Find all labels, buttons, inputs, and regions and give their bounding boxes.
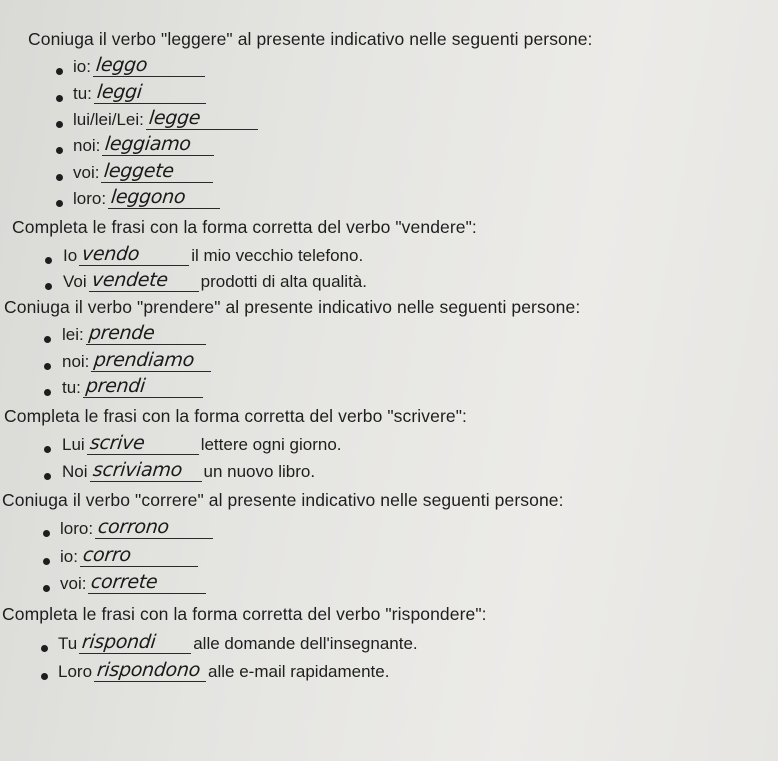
list-item xyxy=(62,375,205,398)
handwritten-answer: leggiamo xyxy=(104,133,193,155)
section-heading: Completa le frasi con la forma corretta del verbo "vendere": xyxy=(12,217,477,237)
answer-blank[interactable] xyxy=(79,243,189,266)
handwritten-answer: leggi xyxy=(95,81,143,103)
item-suffix: il mio vecchio telefono. xyxy=(191,246,364,265)
list-item xyxy=(73,54,207,77)
item-suffix: alle e-mail rapidamente. xyxy=(208,662,390,681)
handwritten-answer: corro xyxy=(81,544,132,566)
handwritten-answer: corrono xyxy=(96,516,171,538)
list-item xyxy=(60,516,215,539)
bullet xyxy=(43,558,50,565)
section-heading: Coniuga il verbo "correre" al presente indicativo nelle seguenti persone: xyxy=(2,490,564,510)
bullet xyxy=(45,257,52,264)
section-heading: Coniuga il verbo "prendere" al presente indicativo nelle seguenti persone: xyxy=(4,297,581,317)
answer-blank[interactable] xyxy=(83,375,203,398)
answer-blank[interactable] xyxy=(79,631,191,654)
item-prefix: lui/lei/Lei: xyxy=(73,110,144,129)
bullet xyxy=(56,95,63,102)
item-prefix: Noi xyxy=(62,462,88,481)
item-prefix: voi: xyxy=(73,163,100,182)
list-item xyxy=(73,107,260,130)
handwritten-answer: vendete xyxy=(90,269,169,291)
answer-blank[interactable] xyxy=(94,81,206,104)
handwritten-answer: prendiamo xyxy=(93,349,196,371)
item-prefix: Io xyxy=(63,246,78,265)
answer-blank[interactable] xyxy=(80,544,198,567)
handwritten-answer: legge xyxy=(147,107,202,129)
handwritten-answer: leggo xyxy=(94,54,149,76)
bullet xyxy=(56,174,63,181)
answer-blank[interactable] xyxy=(88,571,206,594)
answer-blank[interactable] xyxy=(94,659,206,682)
item-suffix: alle domande dell'insegnante. xyxy=(193,634,418,653)
handwritten-answer: vendo xyxy=(81,243,141,265)
list-item xyxy=(58,659,390,682)
list-item xyxy=(73,81,208,104)
item-suffix: prodotti di alta qualità. xyxy=(200,272,367,291)
list-item xyxy=(63,243,364,266)
bullet xyxy=(56,68,63,75)
bullet xyxy=(45,283,52,290)
handwritten-answer: prendi xyxy=(84,375,147,397)
item-suffix: un nuovo libro. xyxy=(203,462,316,481)
item-prefix: noi: xyxy=(73,136,101,155)
list-item xyxy=(73,160,215,183)
bullet xyxy=(56,147,63,154)
item-prefix: noi: xyxy=(62,352,90,371)
answer-blank[interactable] xyxy=(108,186,220,209)
bullet xyxy=(43,585,50,592)
list-item xyxy=(62,322,208,345)
bullet xyxy=(56,200,63,207)
section-heading: Completa le frasi con la forma corretta del verbo "scrivere": xyxy=(4,406,468,426)
item-prefix: io: xyxy=(73,57,91,76)
list-item xyxy=(73,133,216,156)
handwritten-answer: rispondi xyxy=(81,631,158,653)
handwritten-answer: correte xyxy=(90,571,160,593)
handwritten-answer: leggete xyxy=(103,160,176,182)
bullet xyxy=(44,363,51,370)
item-prefix: Tu xyxy=(58,634,78,653)
handwritten-answer: prende xyxy=(87,322,156,344)
list-item xyxy=(62,349,213,372)
list-item xyxy=(60,544,200,567)
bullet xyxy=(56,121,63,128)
bullet xyxy=(44,473,51,480)
section-heading: Completa le frasi con la forma corretta del verbo "rispondere": xyxy=(2,604,487,624)
answer-blank[interactable] xyxy=(87,432,199,455)
answer-blank[interactable] xyxy=(101,160,213,183)
bullet xyxy=(41,673,48,680)
item-prefix: Voi xyxy=(63,272,87,291)
list-item xyxy=(62,432,342,455)
list-item xyxy=(58,631,418,654)
answer-blank[interactable] xyxy=(93,54,205,77)
section-heading: Coniuga il verbo "leggere" al presente indicativo nelle seguenti persone: xyxy=(28,29,593,49)
item-prefix: loro: xyxy=(73,189,107,208)
list-item xyxy=(60,571,208,594)
answer-blank[interactable] xyxy=(90,459,202,482)
answer-blank[interactable] xyxy=(89,269,199,292)
bullet xyxy=(43,530,50,537)
item-suffix: lettere ogni giorno. xyxy=(200,435,342,454)
item-prefix: Loro xyxy=(58,662,93,681)
answer-blank[interactable] xyxy=(102,133,214,156)
list-item xyxy=(63,269,367,292)
handwritten-answer: scrive xyxy=(88,432,146,454)
item-prefix: Lui xyxy=(62,435,85,454)
handwritten-answer: scriviamo xyxy=(91,459,183,481)
item-prefix: tu: xyxy=(73,84,92,103)
answer-blank[interactable] xyxy=(86,322,206,345)
list-item xyxy=(62,459,316,482)
bullet xyxy=(44,446,51,453)
handwritten-answer: rispondono xyxy=(95,659,202,681)
item-prefix: tu: xyxy=(62,378,81,397)
list-item xyxy=(73,186,222,209)
answer-blank[interactable] xyxy=(95,516,213,539)
answer-blank[interactable] xyxy=(91,349,211,372)
bullet xyxy=(41,645,48,652)
item-prefix: io: xyxy=(60,547,78,566)
item-prefix: voi: xyxy=(60,574,87,593)
handwritten-answer: leggono xyxy=(109,186,187,208)
item-prefix: lei: xyxy=(62,325,84,344)
item-prefix: loro: xyxy=(60,519,94,538)
answer-blank[interactable] xyxy=(146,107,258,130)
bullet xyxy=(44,389,51,396)
bullet xyxy=(44,336,51,343)
